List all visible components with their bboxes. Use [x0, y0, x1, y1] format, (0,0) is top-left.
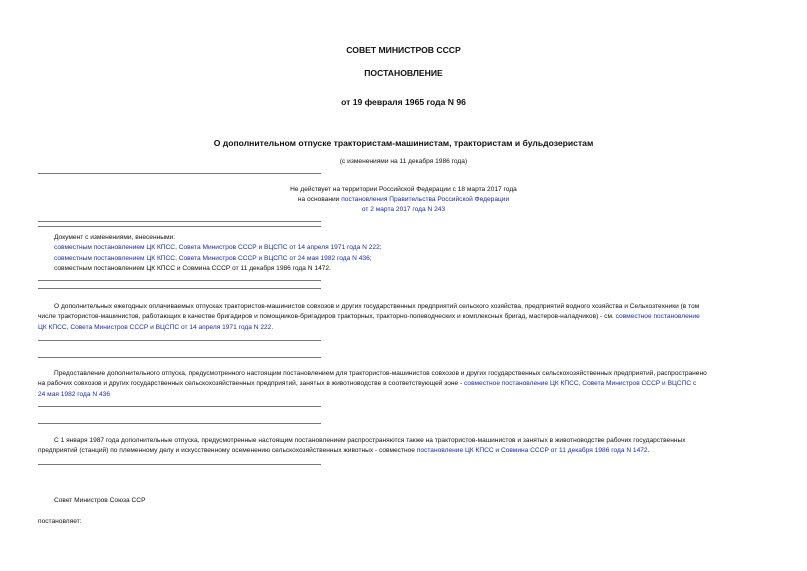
amendment-link-1982[interactable]: совместным постановлением ЦК КПСС, Совета Министров СССР и ВЦСПС от 24 мая 1982 года N 436	[54, 254, 370, 262]
amendment-item: совместным постановлением ЦК КПСС и Совмина СССР от 11 декабря 1986 года N 1472.	[54, 264, 331, 272]
note-paragraph-3: С 1 января 1987 года дополнительные отпуска, предусмотренные настоящим постановлением распространяются также на трактористов-машинистов и занятых в животноводстве рабочих государственных предприятий (станций) по племенному делу и искусственному осеменению сельскохозяйственных животных - совместное постановление ЦК КПСС и Совмина СССР от 11 декабря 1986 года N 1472.	[38, 437, 686, 455]
joint-resolution-link-1971-details[interactable]: ЦК КПСС, Совета Министров СССР и ВЦСПС от 14 апреля 1971 года N 222	[38, 323, 272, 331]
amendments-list	[54, 233, 754, 274]
divider	[38, 423, 321, 424]
amendment-item: совместным постановлением ЦК КПСС, Совета Министров СССР и ВЦСПС от 14 апреля 1971 года N 222;	[54, 244, 382, 252]
divider	[38, 288, 321, 289]
divider	[38, 173, 321, 174]
amendments-intro: Документ с изменениями, внесенными:	[54, 234, 176, 241]
amendment-item: совместным постановлением ЦК КПСС, Совета Министров СССР и ВЦСПС от 24 мая 1982 года N 436;	[54, 254, 372, 262]
note-paragraph-2: Предоставление дополнительного отпуска, предусмотренного настоящим постановлением для трактористов-машинистов совхозов и других государственных сельскохозяйственных предприятий, распространено на рабочих совхозов и других государственных сельскохозяйственных предприятий, занятых в животноводстве в соответствующей зоне - совместное постановление ЦК КПСС, Совета Министров СССР и ВЦСПС с 24 мая 1982 года N 436	[38, 370, 707, 398]
government-resolution-link[interactable]: постановления Правительства Российской Федерации	[341, 196, 510, 203]
status-basis-prefix: на основании	[297, 196, 342, 203]
divider	[38, 221, 321, 222]
document-date-number: от 19 февраля 1965 года N 96	[341, 97, 466, 107]
joint-resolution-link-1982[interactable]: совместное постановление ЦК КПСС, Совета Министров СССР и ВЦСПС с	[464, 380, 697, 388]
resolves-label: постановляет:	[38, 518, 82, 525]
divider	[38, 464, 321, 465]
divider	[38, 280, 321, 281]
amended-note: (с изменениями на 11 декабря 1986 года)	[339, 158, 468, 165]
status-basis	[0, 195, 807, 205]
divider	[38, 406, 321, 407]
government-resolution-date-link[interactable]: от 2 марта 2017 года N 243	[361, 206, 446, 213]
issuing-council-signature: Совет Министров Союза ССР	[54, 497, 146, 504]
joint-resolution-link-1971[interactable]: совместное постановление	[615, 313, 700, 321]
amendment-link-1971[interactable]: совместным постановлением ЦК КПСС, Совета Министров СССР и ВЦСПС от 14 апреля 1971 года N 222	[54, 244, 380, 252]
issuing-body: СОВЕТ МИНИСТРОВ СССР	[346, 45, 461, 55]
status-basis-date	[0, 205, 807, 215]
divider	[38, 226, 321, 227]
note-paragraph-1: О дополнительных ежегодных оплачиваемых отпусках трактористов-машинистов совхозов и других государственных предприятий сельского хозяйства, предприятий водного хозяйства и Сельхозтехники (в том числе трактористов-машинистов, работающих в качестве бригадиров и помощников-бригадиров тракторных, тракторно-полеводческих и комплексных бригад, мастеров-наладчиков) - см. совместное постановление ЦК КПСС, Совета Министров СССР и ВЦСПС от 14 апреля 1971 года N 222.	[38, 303, 700, 331]
divider	[38, 340, 321, 341]
joint-resolution-link-1982-date[interactable]: 24 мая 1982 года N 436	[38, 390, 110, 398]
joint-resolution-link-1986[interactable]: постановление ЦК КПСС и Совмина СССР от 11 декабря 1986 года N 1472	[416, 447, 648, 455]
status-line: Не действует на территории Российской Федерации с 18 марта 2017 года	[290, 186, 517, 193]
document-title: О дополнительном отпуске трактористам-машинистам, трактористам и бульдозеристам	[213, 138, 594, 148]
document-type: ПОСТАНОВЛЕНИЕ	[364, 68, 443, 78]
divider	[38, 357, 321, 358]
